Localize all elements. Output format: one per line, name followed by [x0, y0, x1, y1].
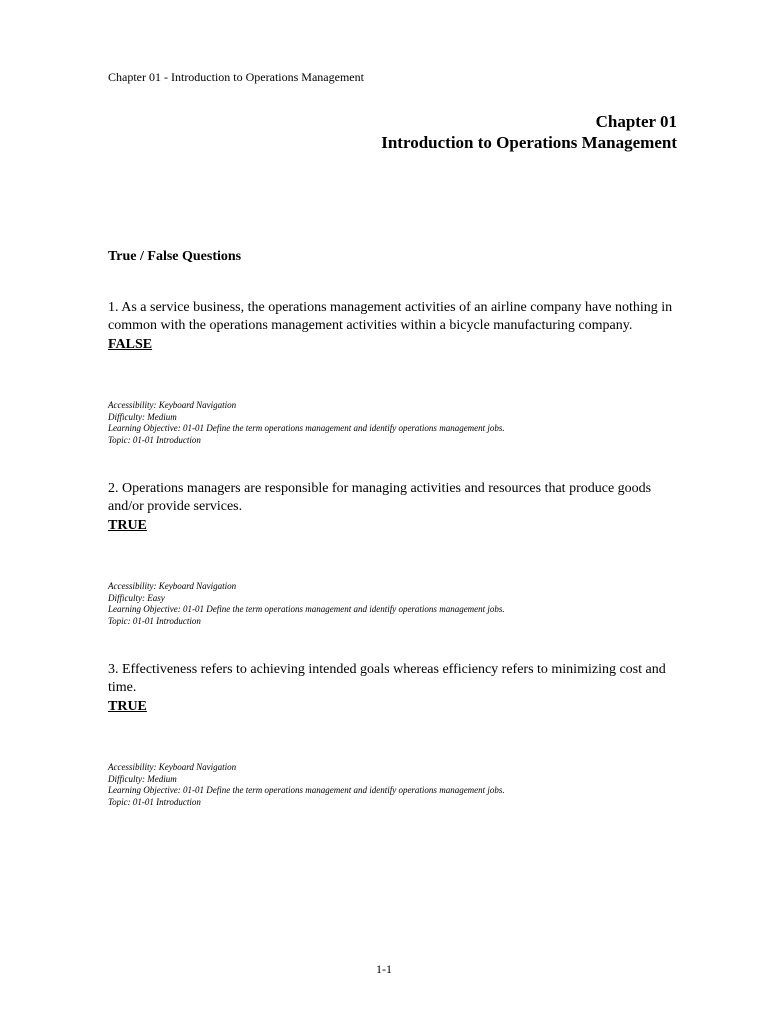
answer-label: TRUE [108, 518, 147, 533]
question-text: 1. As a service business, the operations management activities of an airline company have nothing in common with the operations management activities within a bicycle manufacturing company. [108, 300, 673, 333]
topic-note: Topic: 01-01 Introduction [108, 434, 201, 445]
accessibility-note: Accessibility: Keyboard Navigation [108, 400, 237, 410]
topic-note: Topic: 01-01 Introduction [108, 615, 201, 626]
learning-objective-note: Learning Objective: 01-01 Define the term operations management and identify operations management jobs. [108, 604, 505, 614]
answer-label: TRUE [108, 699, 147, 714]
topic-note: Topic: 01-01 Introduction [108, 796, 201, 807]
question-metadata [108, 581, 688, 627]
learning-objective-note: Learning Objective: 01-01 Define the term operations management and identify operations management jobs. [108, 423, 505, 433]
running-header: Chapter 01 - Introduction to Operations Management [108, 70, 364, 84]
question-metadata [108, 400, 688, 446]
question-text: 3. Effectiveness refers to achieving intended goals whereas efficiency refers to minimizing cost and time. [108, 662, 666, 695]
page-number: 1-1 [376, 962, 392, 976]
chapter-title: Introduction to Operations Management [381, 133, 677, 152]
question-list [108, 299, 688, 808]
chapter-title-block [381, 111, 677, 153]
question-metadata [108, 762, 688, 808]
accessibility-note: Accessibility: Keyboard Navigation [108, 581, 237, 591]
difficulty-note: Difficulty: Medium [108, 773, 177, 784]
chapter-number: Chapter 01 [595, 112, 677, 131]
difficulty-note: Difficulty: Easy [108, 592, 165, 603]
question-text: 2. Operations managers are responsible for managing activities and resources that produce goods and/or provide services. [108, 481, 652, 514]
learning-objective-note: Learning Objective: 01-01 Define the term operations management and identify operations management jobs. [108, 785, 505, 795]
question-item [108, 661, 688, 808]
section-heading: True / False Questions [108, 249, 242, 264]
answer-label: FALSE [108, 337, 153, 352]
difficulty-note: Difficulty: Medium [108, 411, 177, 422]
accessibility-note: Accessibility: Keyboard Navigation [108, 762, 237, 772]
question-item [108, 480, 688, 661]
question-item [108, 299, 688, 480]
